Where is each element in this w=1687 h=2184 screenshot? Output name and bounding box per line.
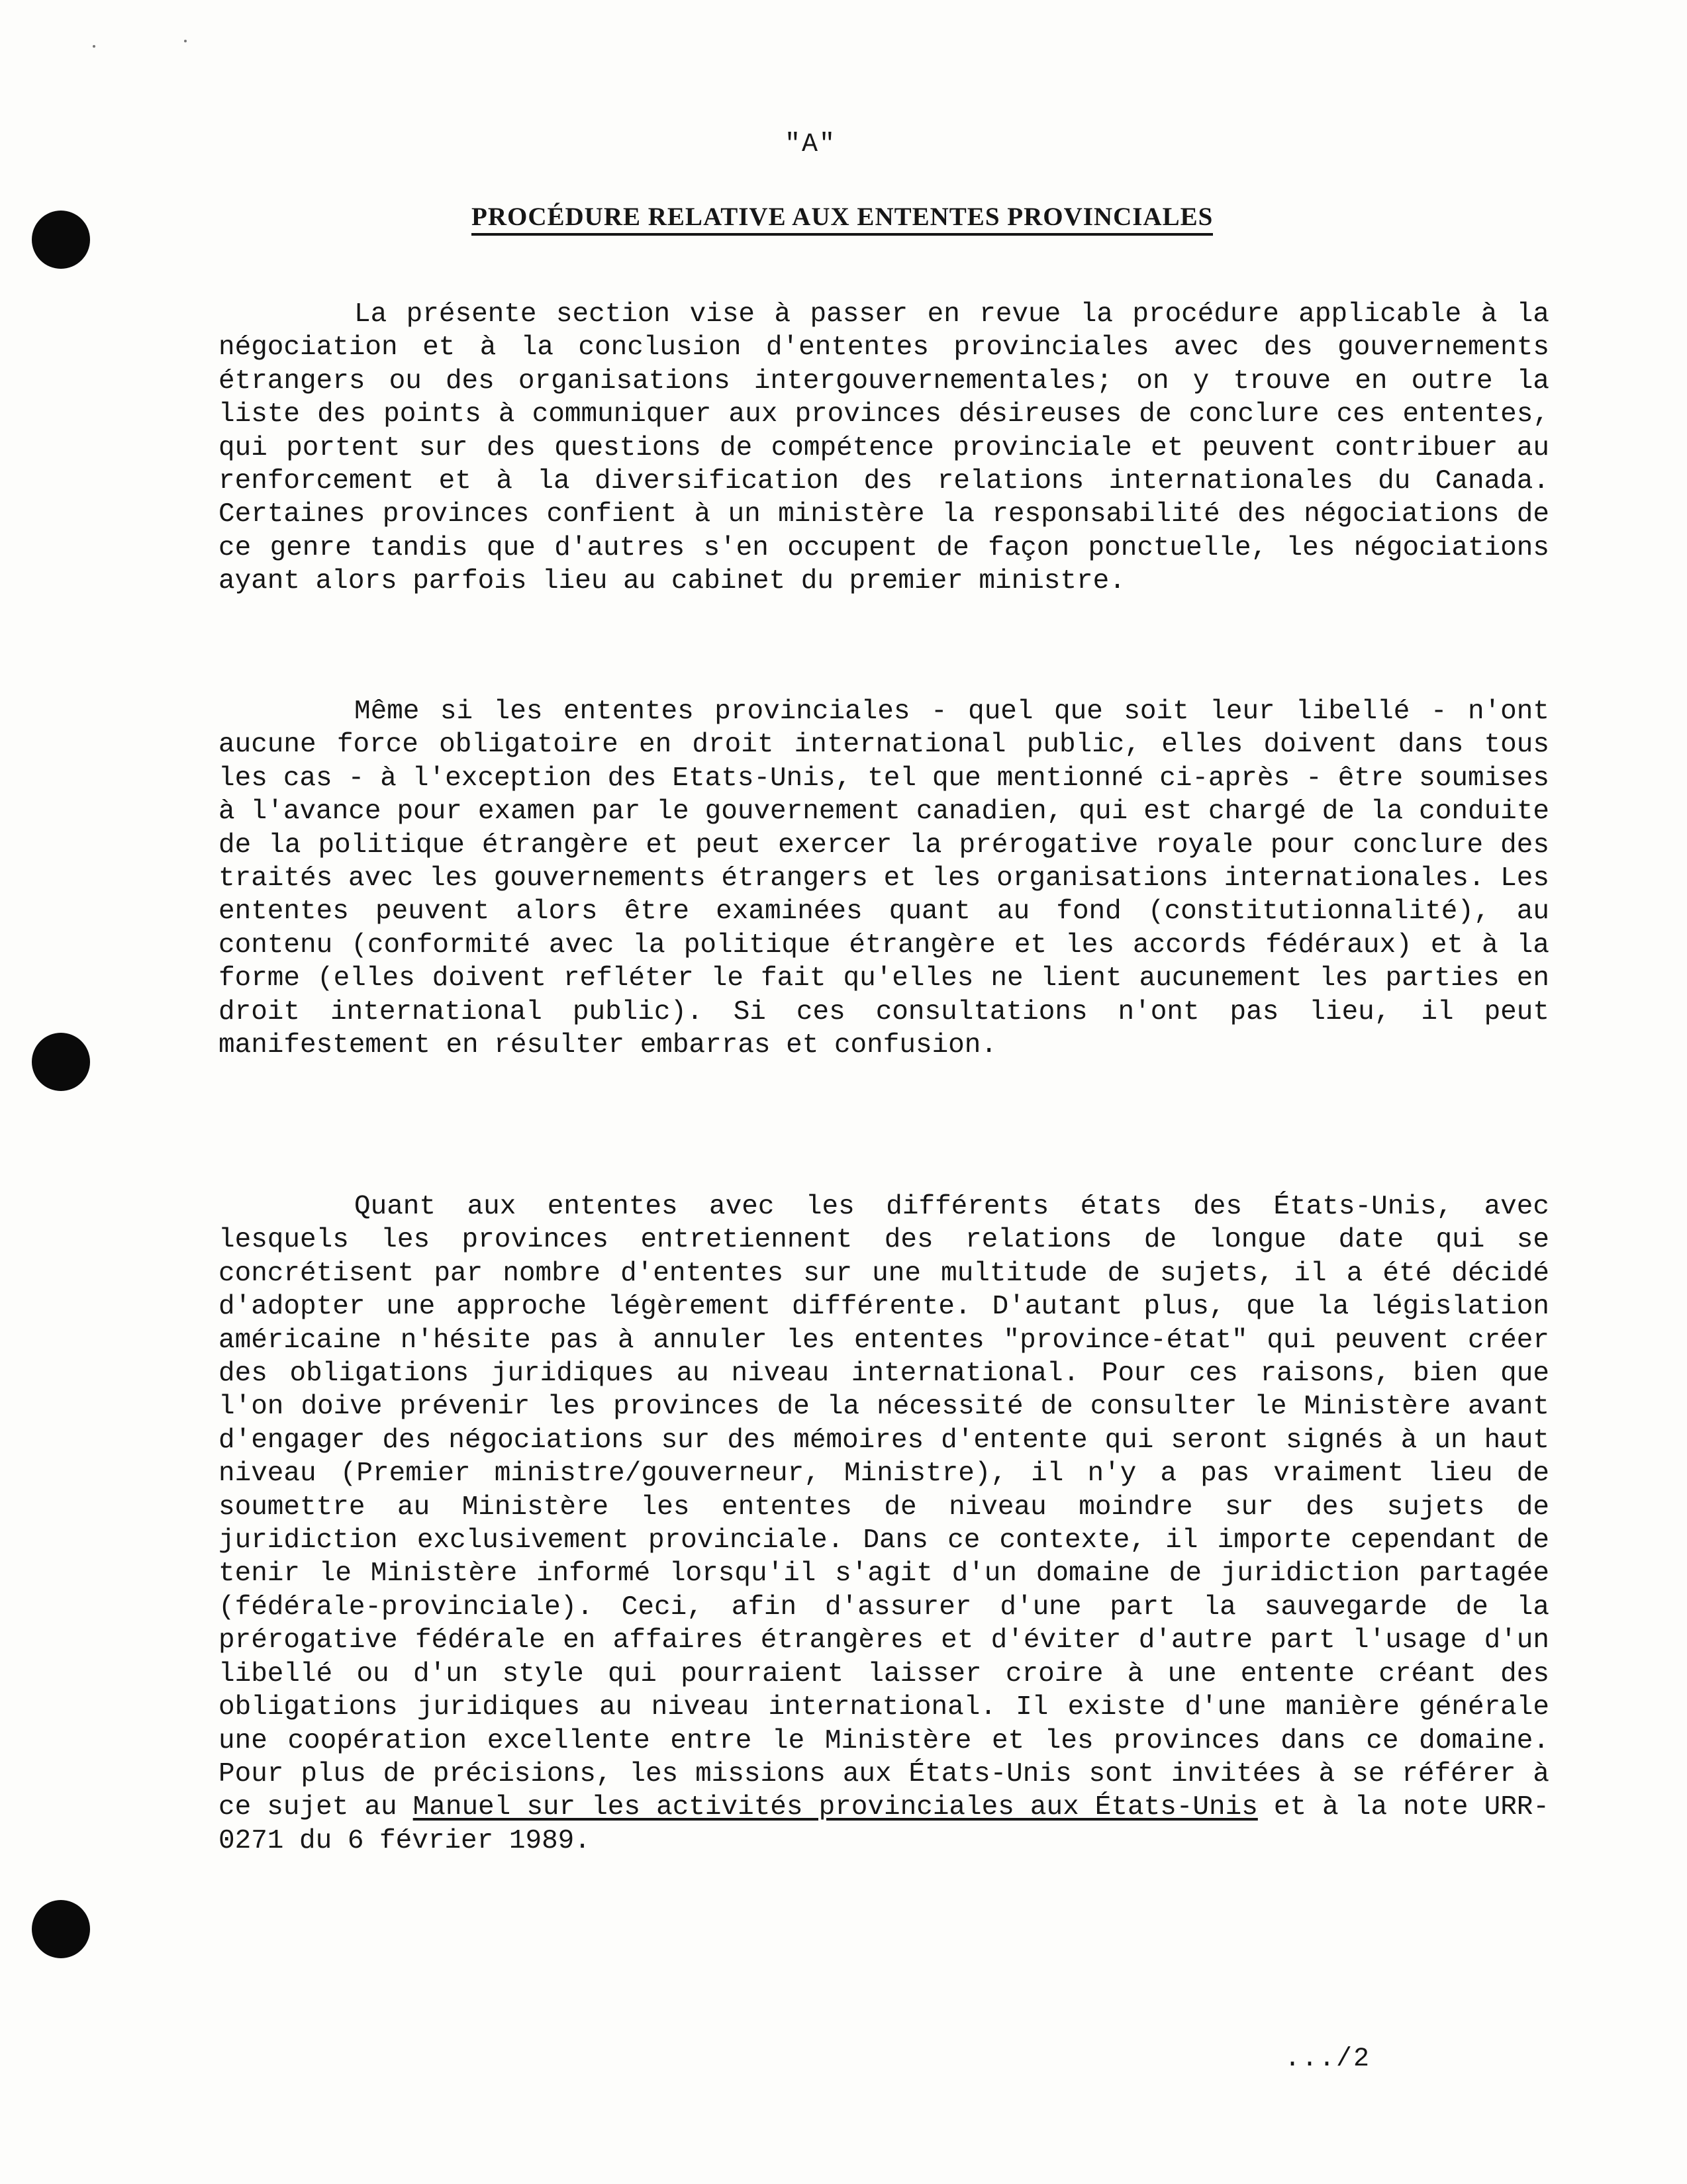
paragraph-3-text: Quant aux ententes avec les différents états des États-Unis, avec lesquels les provinces entretiennent des relations de longue date qui se concrétisent par nombre d'ententes sur une multitude de sujets, il a été décidé d'adopter une approche légèrement différente. D'autant plus, que la législation américaine n'hésite pas à annuler les ententes "province-état" qui peuvent créer des obligations juridiques au niveau international. Pour ces raisons, bien que l'on doive prévenir les provinces de la nécessité de consulter le Ministère avant d'engager des négociations sur des mémoires d'entente qui seront signés à un haut niveau (Premier ministre/gouverneur, Ministre), il n'y a pas vraiment lieu de soumettre au Ministère les ententes de niveau moindre sur des sujets de juridiction exclusivement provinciale. Dans ce contexte, il importe cependant de tenir le Ministère informé lorsqu'il s'agit d'un domaine de juridiction partagée (fédérale-provinciale). Ceci, afin d'assurer d'une part la sauvegarde de la prérogative fédérale en affaires étrangères et d'éviter d'autre part l'usage d'un libellé ou d'un style qui pourraient laisser croire à une entente créant des obligations juridiques au niveau international. Il existe d'une manière générale une coopération excellente entre le Ministère et les provinces dans ce domaine. Pour plus de précisions, les missions aux États-Unis sont invitées à se référer à ce sujet au	[218, 1192, 1549, 1823]
punch-hole-bottom	[32, 1900, 90, 1958]
manual-reference: Manuel sur les activités provinciales aux États-Unis	[412, 1792, 1258, 1823]
paragraph-2: Même si les ententes provinciales - quel que soit leur libellé - n'ont aucune force obligatoire en droit international public, elles doivent dans tous les cas - à l'exception des Etats-Unis, tel que mentionné ci-après - être soumises à l'avance pour examen par le gouvernement canadien, qui est chargé de la conduite de la politique étrangère et peut exercer la prérogative royale pour conclure des traités avec les gouvernements étrangers et les organisations internationales. Les ententes peuvent alors être examinées quant au fond (constitutionnalité), au contenu (conformité avec la politique étrangère et les accords fédéraux) et à la forme (elles doivent refléter le fait qu'elles ne lient aucunement les parties en droit international public). Si ces consultations n'ont pas lieu, il peut manifestement en résulter embarras et confusion.	[218, 696, 1549, 1061]
paragraph-3-end: et à la note URR-0271 du 6 février 1989.	[218, 1792, 1550, 1856]
paragraph-3	[218, 1190, 1549, 1858]
scan-speck	[93, 45, 95, 48]
continuation-marker: .../2	[1284, 2044, 1371, 2074]
paragraph-1: La présente section vise à passer en revue la procédure applicable à la négociation et à la conclusion d'ententes provinciales avec des gouvernements étrangers ou des organisations intergouvernementales; on y trouve en outre la liste des points à communiquer aux provinces désireuses de conclure ces ententes, qui portent sur des questions de compétence provinciale et peuvent contribuer au renforcement et à la diversification des relations internationales du Canada. Certaines provinces confient à un ministère la responsabilité des négociations de ce genre tandis que d'autres s'en occupent de façon ponctuelle, les négociations ayant alors parfois lieu au cabinet du premier ministre.	[218, 299, 1549, 597]
scan-speck	[184, 40, 187, 42]
punch-hole-middle	[32, 1033, 90, 1091]
punch-hole-top	[32, 211, 90, 269]
annex-label: "A"	[785, 130, 837, 160]
document-title: PROCÉDURE RELATIVE AUX ENTENTES PROVINCIALES	[471, 202, 1213, 236]
